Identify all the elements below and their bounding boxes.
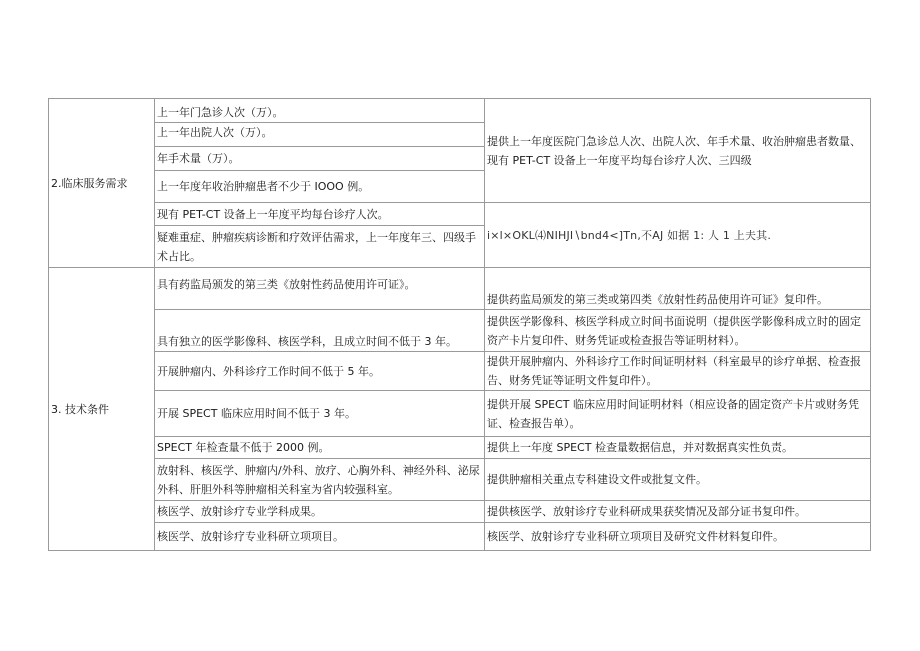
requirements-table-container [48,98,870,551]
category-clinical: 2.临床服务需求 [49,99,155,268]
evidence-cell: 提供核医学、放射诊疗专业科研成果获奖情况及部分证书复印件。 [485,501,871,523]
requirement-cell: 年手术量（万）。 [155,147,485,171]
table-row [49,459,871,501]
table-row [49,268,871,310]
table-row [49,99,871,123]
evidence-cell: 提供开展 SPECT 临床应用时间证明材料（相应设备的固定资产卡片或财务凭证、检查报告单）。 [485,391,871,437]
requirement-cell: 现有 PET-CT 设备上一年度平均每台诊疗人次。 [155,203,485,226]
requirement-cell: 开展肿瘤内、外科诊疗工作时间不低于 5 年。 [155,352,485,391]
requirement-cell: SPECT 年检查量不低于 2000 例。 [155,437,485,459]
evidence-cell: 提供上一年度医院门急诊总人次、出院人次、年手术量、收治肿瘤患者数量、现有 PET-CT 设备上一年度平均每台诊疗人次、三四级 [485,99,871,203]
requirements-table [48,98,871,551]
table-row [49,523,871,551]
table-row [49,437,871,459]
evidence-cell: 提供上一年度 SPECT 检查量数据信息，并对数据真实性负责。 [485,437,871,459]
requirement-cell: 核医学、放射诊疗专业学科成果。 [155,501,485,523]
requirement-cell: 放射科、核医学、肿瘤内/外科、放疗、心胸外科、神经外科、泌尿外科、肝胆外科等肿瘤相关科室为省内较强科室。 [155,459,485,501]
requirement-cell: 上一年度年收治肿瘤患者不少于 IOOO 例。 [155,171,485,203]
evidence-cell: 提供药监局颁发的第三类或第四类《放射性药品使用许可证》复印件。 [485,268,871,310]
evidence-garbled-cell: i×l×OKL⑷NIHJI∖bnd4<]Tn,不AJ 如据 1: 人 1 上夫其. [485,203,871,268]
evidence-cell: 核医学、放射诊疗专业科研立项项目及研究文件材料复印件。 [485,523,871,551]
requirement-cell: 具有药监局颁发的第三类《放射性药品使用许可证》。 [155,268,485,310]
requirement-cell: 疑难重症、肿瘤疾病诊断和疗效评估需求，上一年度年三、四级手术占比。 [155,226,485,268]
category-technical: 3. 技术条件 [49,268,155,551]
table-row [49,501,871,523]
requirement-cell: 上一年出院人次（万）。 [155,123,485,147]
requirement-cell: 开展 SPECT 临床应用时间不低于 3 年。 [155,391,485,437]
table-row [49,391,871,437]
requirement-cell: 具有独立的医学影像科、核医学科，且成立时间不低于 3 年。 [155,310,485,352]
evidence-cell: 提供肿瘤相关重点专科建设文件或批复文件。 [485,459,871,501]
table-row [49,352,871,391]
requirement-cell: 上一年门急诊人次（万）。 [155,99,485,123]
evidence-cell: 提供医学影像科、核医学科成立时间书面说明（提供医学影像科成立时的固定资产卡片复印件、财务凭证或检查报告等证明材料）。 [485,310,871,352]
evidence-cell: 提供开展肿瘤内、外科诊疗工作时间证明材料（科室最早的诊疗单据、检查报告、财务凭证等证明文件复印件）。 [485,352,871,391]
requirement-cell: 核医学、放射诊疗专业科研立项项目。 [155,523,485,551]
table-row [49,310,871,352]
